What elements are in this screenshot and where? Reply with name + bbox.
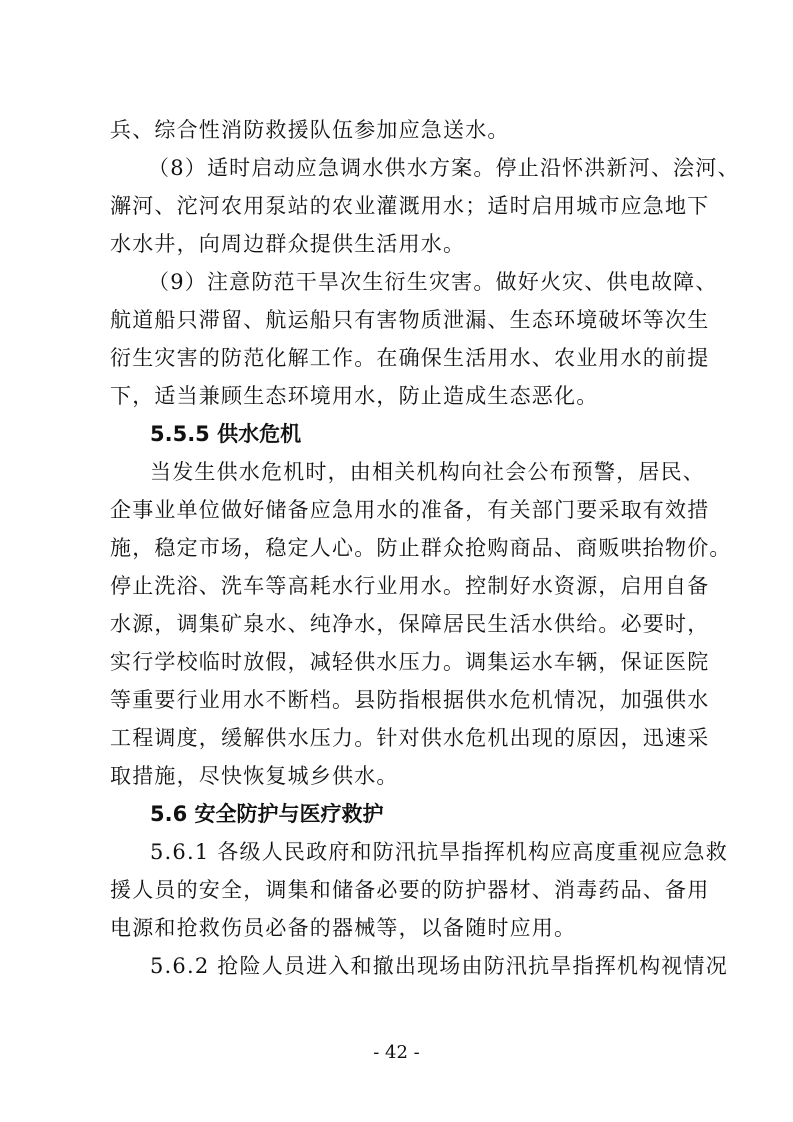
- paragraph-line: 5.6.1 各级人民政府和防汛抗旱指挥机构应高度重视应急救: [150, 840, 728, 864]
- paragraph-line: 企事业单位做好储备应急用水的准备，有关部门要采取有效措: [110, 498, 710, 522]
- paragraph-line: 5.6.2 抢险人员进入和撤出现场由防汛抗旱指挥机构视情况: [150, 954, 728, 978]
- paragraph-line: 工程调度，缓解供水压力。针对供水危机出现的原因，迅速采: [110, 726, 710, 750]
- paragraph-line: 取措施，尽快恢复城乡供水。: [110, 764, 399, 788]
- paragraph-line: 兵、综合性消防救援队伍参加应急送水。: [110, 118, 510, 142]
- paragraph-line: （8）适时启动应急调水供水方案。停止沿怀洪新河、浍河、: [148, 156, 740, 180]
- paragraph-line: （9）注意防范干旱次生衍生灾害。做好火灾、供电故障、: [148, 270, 718, 294]
- page-number: - 42 -: [373, 1042, 420, 1063]
- section-heading: 5.5.5 供水危机: [150, 422, 302, 446]
- paragraph-line: 当发生供水危机时，由相关机构向社会公布预警，居民、: [150, 460, 705, 484]
- paragraph-line: 电源和抢救伤员必备的器械等，以备随时应用。: [110, 916, 577, 940]
- paragraph-line: 援人员的安全，调集和储备必要的防护器材、消毒药品、备用: [110, 878, 710, 902]
- paragraph-line: 水源，调集矿泉水、纯净水，保障居民生活水供给。必要时，: [110, 612, 710, 636]
- paragraph-line: 水水井，向周边群众提供生活用水。: [110, 232, 466, 256]
- section-heading: 5.6 安全防护与医疗救护: [150, 802, 384, 826]
- paragraph-line: 实行学校临时放假，减轻供水压力。调集运水车辆，保证医院: [110, 650, 710, 674]
- paragraph-line: 等重要行业用水不断档。县防指根据供水危机情况，加强供水: [110, 688, 710, 712]
- paragraph-line: 施，稳定市场，稳定人心。防止群众抢购商品、商贩哄抬物价。: [110, 536, 732, 560]
- paragraph-line: 下，适当兼顾生态环境用水，防止造成生态恶化。: [110, 384, 599, 408]
- paragraph-line: 停止洗浴、洗车等高耗水行业用水。控制好水资源，启用自备: [110, 574, 710, 598]
- paragraph-line: 航道船只滞留、航运船只有害物质泄漏、生态环境破坏等次生: [110, 308, 710, 332]
- paragraph-line: 澥河、沱河农用泵站的农业灌溉用水；适时启用城市应急地下: [110, 194, 710, 218]
- paragraph-line: 衍生灾害的防范化解工作。在确保生活用水、农业用水的前提: [110, 346, 710, 370]
